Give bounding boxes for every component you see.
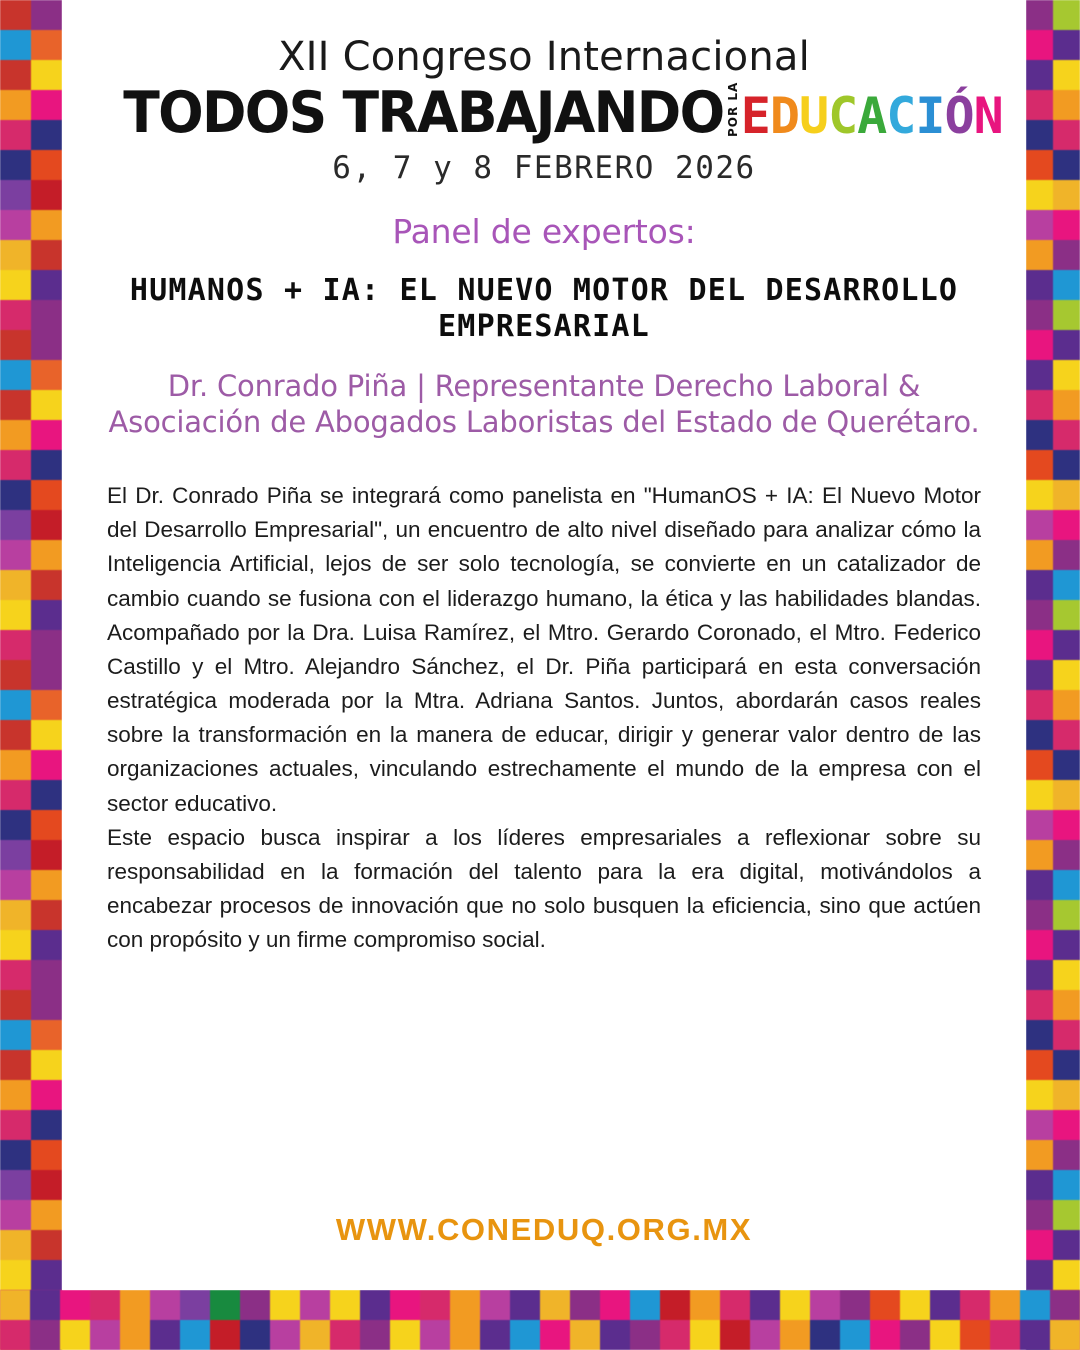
mosaic-tile [1026, 240, 1053, 270]
mosaic-tile [1026, 330, 1053, 360]
mosaic-tile [1026, 1140, 1053, 1170]
mosaic-tile [1053, 330, 1080, 360]
mosaic-tile [60, 1320, 90, 1350]
mosaic-tile [0, 150, 31, 180]
mosaic-tile [31, 1110, 62, 1140]
mosaic-tile [1026, 720, 1053, 750]
logo-letter-7: Ó [944, 86, 974, 145]
mosaic-tile [0, 990, 31, 1020]
mosaic-tile [0, 30, 31, 60]
mosaic-tile [0, 810, 31, 840]
event-logo [62, 80, 1026, 146]
mosaic-tile [1026, 30, 1053, 60]
mosaic-tile [0, 60, 31, 90]
mosaic-tile [300, 1290, 330, 1320]
mosaic-tile [0, 780, 31, 810]
mosaic-tile [1053, 1200, 1080, 1230]
mosaic-tile [540, 1290, 570, 1320]
mosaic-tile [0, 90, 31, 120]
mosaic-tile [810, 1290, 840, 1320]
mosaic-tile [0, 1230, 31, 1260]
mosaic-tile [1053, 420, 1080, 450]
mosaic-tile [1026, 120, 1053, 150]
mosaic-tile [630, 1290, 660, 1320]
mosaic-tile [31, 450, 62, 480]
mosaic-tile [570, 1290, 600, 1320]
mosaic-tile [31, 270, 62, 300]
mosaic-tile [900, 1320, 930, 1350]
mosaic-tile [0, 390, 31, 420]
mosaic-tile [1053, 210, 1080, 240]
mosaic-tile [780, 1320, 810, 1350]
mosaic-tile [31, 690, 62, 720]
mosaic-tile [30, 1320, 60, 1350]
mosaic-tile [960, 1320, 990, 1350]
mosaic-tile [1026, 150, 1053, 180]
mosaic-tile [1026, 180, 1053, 210]
mosaic-border-left [0, 0, 62, 1350]
mosaic-tile [0, 1260, 31, 1290]
mosaic-tile [1026, 390, 1053, 420]
mosaic-tile [780, 1290, 810, 1320]
mosaic-tile [0, 660, 31, 690]
mosaic-tile [1026, 540, 1053, 570]
mosaic-tile [0, 0, 31, 30]
mosaic-tile [1020, 1320, 1050, 1350]
mosaic-tile [1026, 570, 1053, 600]
mosaic-tile [0, 1290, 30, 1320]
logo-letter-8: N [973, 86, 1003, 145]
mosaic-tile [1026, 510, 1053, 540]
logo-letter-4: A [857, 86, 887, 145]
mosaic-tile [31, 1260, 62, 1290]
mosaic-tile [1050, 1320, 1080, 1350]
mosaic-tile [1026, 900, 1053, 930]
mosaic-tile [0, 1050, 31, 1080]
mosaic-tile [0, 450, 31, 480]
mosaic-tile [31, 120, 62, 150]
mosaic-tile [1053, 630, 1080, 660]
mosaic-tile [1053, 1020, 1080, 1050]
mosaic-tile [210, 1290, 240, 1320]
mosaic-tile [1026, 1230, 1053, 1260]
mosaic-tile [0, 420, 31, 450]
panel-label: Panel de expertos: [392, 212, 696, 252]
session-title: HUMANOS + IA: EL NUEVO MOTOR DEL DESARROLLO EMPRESARIAL [129, 273, 959, 344]
mosaic-tile [31, 510, 62, 540]
mosaic-tile [150, 1320, 180, 1350]
mosaic-tile [1053, 1050, 1080, 1080]
mosaic-tile [1053, 510, 1080, 540]
mosaic-tile [960, 1290, 990, 1320]
mosaic-tile [210, 1320, 240, 1350]
mosaic-tile [900, 1290, 930, 1320]
mosaic-tile [31, 900, 62, 930]
mosaic-tile [31, 780, 62, 810]
event-date: 6, 7 y 8 FEBRERO 2026 [332, 150, 756, 187]
mosaic-tile [690, 1290, 720, 1320]
mosaic-tile [1026, 600, 1053, 630]
mosaic-tile [60, 1290, 90, 1320]
mosaic-tile [1026, 1110, 1053, 1140]
mosaic-tile [1053, 900, 1080, 930]
mosaic-tile [1053, 1230, 1080, 1260]
mosaic-tile [31, 180, 62, 210]
mosaic-tile [270, 1290, 300, 1320]
mosaic-tile [270, 1320, 300, 1350]
mosaic-tile [360, 1290, 390, 1320]
logo-letter-3: C [828, 86, 858, 145]
mosaic-tile [1026, 270, 1053, 300]
mosaic-tile [1026, 1260, 1053, 1290]
mosaic-tile [0, 330, 31, 360]
logo-letter-2: U [798, 86, 829, 145]
mosaic-tile [1053, 150, 1080, 180]
poster-content-card [62, 0, 1026, 1290]
mosaic-tile [0, 1020, 31, 1050]
mosaic-tile [0, 1110, 31, 1140]
mosaic-tile [1053, 0, 1080, 30]
mosaic-tile [0, 240, 31, 270]
mosaic-tile [1020, 1290, 1050, 1320]
mosaic-tile [31, 420, 62, 450]
mosaic-tile [1053, 120, 1080, 150]
mosaic-tile [0, 630, 31, 660]
mosaic-tile [1053, 960, 1080, 990]
description-paragraph: Este espacio busca inspirar a los líderes empresariales a reflexionar sobre su responsabilidad en la formación del talento para la era digital, motivándolos a encabezar procesos de innovación que no solo busquen la eficiencia, sino que actúen con propósito y un firme compromiso social. [107, 824, 981, 953]
mosaic-tile [660, 1320, 690, 1350]
mosaic-tile [0, 210, 31, 240]
mosaic-tile [1026, 690, 1053, 720]
mosaic-tile [0, 720, 31, 750]
mosaic-tile [180, 1290, 210, 1320]
mosaic-tile [390, 1290, 420, 1320]
mosaic-tile [810, 1320, 840, 1350]
mosaic-tile [990, 1320, 1020, 1350]
logo-main-text: TODOS TRABAJANDO [123, 80, 724, 146]
mosaic-tile [600, 1290, 630, 1320]
mosaic-tile [0, 480, 31, 510]
mosaic-tile [420, 1320, 450, 1350]
mosaic-tile [180, 1320, 210, 1350]
mosaic-tile [0, 870, 31, 900]
logo-educacion-text [740, 86, 1003, 145]
mosaic-tile [630, 1320, 660, 1350]
mosaic-tile [31, 210, 62, 240]
mosaic-tile [1026, 90, 1053, 120]
mosaic-tile [1026, 60, 1053, 90]
mosaic-tile [1053, 780, 1080, 810]
mosaic-tile [0, 300, 31, 330]
mosaic-tile [480, 1320, 510, 1350]
mosaic-tile [840, 1320, 870, 1350]
mosaic-tile [1053, 600, 1080, 630]
mosaic-tile [31, 630, 62, 660]
mosaic-tile [840, 1290, 870, 1320]
mosaic-tile [1026, 810, 1053, 840]
mosaic-tile [1053, 750, 1080, 780]
mosaic-tile [0, 750, 31, 780]
mosaic-tile [0, 840, 31, 870]
mosaic-tile [30, 1290, 60, 1320]
mosaic-tile [1026, 780, 1053, 810]
mosaic-tile [1053, 870, 1080, 900]
mosaic-tile [330, 1290, 360, 1320]
mosaic-tile [31, 390, 62, 420]
mosaic-tile [31, 600, 62, 630]
mosaic-tile [330, 1320, 360, 1350]
mosaic-tile [31, 960, 62, 990]
mosaic-tile [1053, 570, 1080, 600]
mosaic-tile [31, 360, 62, 390]
mosaic-tile [420, 1290, 450, 1320]
description-body [107, 479, 981, 958]
mosaic-tile [0, 1140, 31, 1170]
mosaic-tile [1053, 1260, 1080, 1290]
mosaic-tile [1053, 990, 1080, 1020]
mosaic-tile [1026, 750, 1053, 780]
mosaic-tile [1026, 360, 1053, 390]
mosaic-tile [31, 750, 62, 780]
mosaic-tile [300, 1320, 330, 1350]
mosaic-tile [31, 1140, 62, 1170]
mosaic-tile [450, 1320, 480, 1350]
mosaic-tile [1026, 1080, 1053, 1110]
mosaic-tile [1053, 930, 1080, 960]
mosaic-tile [1053, 390, 1080, 420]
mosaic-tile [540, 1320, 570, 1350]
mosaic-tile [1053, 270, 1080, 300]
mosaic-tile [31, 1050, 62, 1080]
mosaic-tile [31, 150, 62, 180]
mosaic-tile [1026, 990, 1053, 1020]
mosaic-tile [0, 1200, 31, 1230]
mosaic-tile [990, 1290, 1020, 1320]
mosaic-tile [1026, 450, 1053, 480]
mosaic-tile [1053, 1080, 1080, 1110]
mosaic-tile [31, 720, 62, 750]
mosaic-tile [510, 1320, 540, 1350]
mosaic-tile [0, 360, 31, 390]
mosaic-tile [0, 1320, 30, 1350]
mosaic-tile [1026, 630, 1053, 660]
mosaic-tile [0, 570, 31, 600]
mosaic-tile [930, 1320, 960, 1350]
mosaic-tile [600, 1320, 630, 1350]
mosaic-tile [690, 1320, 720, 1350]
mosaic-tile [0, 900, 31, 930]
mosaic-tile [31, 990, 62, 1020]
mosaic-tile [1026, 420, 1053, 450]
mosaic-tile [0, 540, 31, 570]
mosaic-tile [31, 1200, 62, 1230]
mosaic-border-right [1026, 0, 1080, 1350]
mosaic-tile [1026, 1170, 1053, 1200]
mosaic-tile [31, 570, 62, 600]
mosaic-tile [31, 1230, 62, 1260]
mosaic-tile [0, 690, 31, 720]
mosaic-tile [870, 1290, 900, 1320]
mosaic-tile [1053, 30, 1080, 60]
mosaic-tile [31, 300, 62, 330]
mosaic-tile [0, 270, 31, 300]
mosaic-tile [31, 240, 62, 270]
mosaic-tile [1026, 0, 1053, 30]
mosaic-tile [0, 1080, 31, 1110]
mosaic-tile [1053, 480, 1080, 510]
mosaic-tile [0, 120, 31, 150]
mosaic-tile [720, 1290, 750, 1320]
mosaic-tile [31, 480, 62, 510]
mosaic-tile [1050, 1290, 1080, 1320]
event-header [62, 0, 1026, 186]
mosaic-tile [1053, 60, 1080, 90]
mosaic-tile [90, 1290, 120, 1320]
mosaic-tile [0, 600, 31, 630]
mosaic-tile [240, 1320, 270, 1350]
mosaic-tile [0, 930, 31, 960]
speaker-name-and-role: Dr. Conrado Piña | Representante Derecho Laboral & Asociación de Abogados Laboristas del Estado de Querétaro. [108, 368, 980, 440]
mosaic-tile [31, 840, 62, 870]
mosaic-tile [1026, 210, 1053, 240]
mosaic-tile [1026, 1020, 1053, 1050]
mosaic-tile [0, 960, 31, 990]
logo-letter-1: D [769, 86, 799, 145]
mosaic-tile [0, 1170, 31, 1200]
mosaic-tile [31, 0, 62, 30]
mosaic-tile [1026, 840, 1053, 870]
mosaic-tile [31, 930, 62, 960]
mosaic-tile [240, 1290, 270, 1320]
mosaic-tile [1026, 960, 1053, 990]
mosaic-tile [450, 1290, 480, 1320]
description-paragraph: El Dr. Conrado Piña se integrará como panelista en "HumanOS + IA: El Nuevo Motor del Desarrollo Empresarial", un encuentro de alto nivel diseñado para analizar cómo la Inteligencia Artificial, lejos de ser solo tecnología, se convierte en un catalizador de cambio cuando se fusiona con el liderazgo humano, la ética y las habilidades blandas. Acompañado por la Dra. Luisa Ramírez, el Mtro. Gerardo Coronado, el Mtro. Federico Castillo y el Mtro. Alejandro Sánchez, el Dr. Piña participará en esta conversación estratégica moderada por la Mtra. Adriana Santos. Juntos, abordarán casos reales sobre la transformación en la manera de educar, dirigir y generar valor dentro de las organizaciones actuales, vinculando estrechamente el mundo de la empresa con el sector educativo. [107, 482, 981, 816]
website-url[interactable]: WWW.CONEDUQ.ORG.MX [335, 1212, 753, 1247]
mosaic-tile [31, 1080, 62, 1110]
mosaic-tile [1026, 930, 1053, 960]
mosaic-tile [31, 30, 62, 60]
mosaic-tile [31, 540, 62, 570]
logo-letter-0: E [740, 86, 770, 145]
mosaic-tile [120, 1320, 150, 1350]
mosaic-tile [31, 1020, 62, 1050]
mosaic-tile [1053, 1140, 1080, 1170]
mosaic-tile [1053, 660, 1080, 690]
mosaic-tile [1026, 1200, 1053, 1230]
mosaic-tile [1026, 870, 1053, 900]
mosaic-tile [1053, 720, 1080, 750]
mosaic-tile [150, 1290, 180, 1320]
mosaic-tile [31, 90, 62, 120]
mosaic-tile [750, 1290, 780, 1320]
mosaic-tile [1053, 450, 1080, 480]
mosaic-tile [1053, 240, 1080, 270]
logo-letter-6: I [915, 86, 945, 145]
mosaic-tile [510, 1290, 540, 1320]
mosaic-tile [390, 1320, 420, 1350]
logo-letter-5: C [886, 86, 916, 145]
mosaic-tile [1026, 480, 1053, 510]
mosaic-tile [750, 1320, 780, 1350]
mosaic-tile [31, 60, 62, 90]
mosaic-tile [1053, 300, 1080, 330]
mosaic-tile [1053, 840, 1080, 870]
mosaic-tile [1026, 300, 1053, 330]
mosaic-tile [31, 660, 62, 690]
mosaic-tile [31, 810, 62, 840]
mosaic-tile [930, 1290, 960, 1320]
mosaic-tile [1053, 180, 1080, 210]
mosaic-tile [480, 1290, 510, 1320]
mosaic-tile [1053, 90, 1080, 120]
mosaic-tile [360, 1320, 390, 1350]
mosaic-tile [1053, 360, 1080, 390]
mosaic-tile [1053, 1110, 1080, 1140]
mosaic-tile [1053, 690, 1080, 720]
mosaic-tile [1053, 1170, 1080, 1200]
mosaic-tile [660, 1290, 690, 1320]
mosaic-tile [0, 510, 31, 540]
congress-title: XII Congreso Internacional [278, 34, 810, 80]
logo-porla-text: POR LA [725, 81, 740, 138]
mosaic-tile [1053, 540, 1080, 570]
mosaic-tile [0, 180, 31, 210]
mosaic-tile [720, 1320, 750, 1350]
mosaic-tile [90, 1320, 120, 1350]
mosaic-tile [31, 1170, 62, 1200]
mosaic-tile [1026, 660, 1053, 690]
mosaic-border-bottom [0, 1290, 1080, 1350]
mosaic-tile [1026, 1050, 1053, 1080]
mosaic-tile [120, 1290, 150, 1320]
mosaic-tile [31, 330, 62, 360]
mosaic-tile [1053, 810, 1080, 840]
mosaic-tile [570, 1320, 600, 1350]
mosaic-tile [870, 1320, 900, 1350]
mosaic-tile [31, 870, 62, 900]
